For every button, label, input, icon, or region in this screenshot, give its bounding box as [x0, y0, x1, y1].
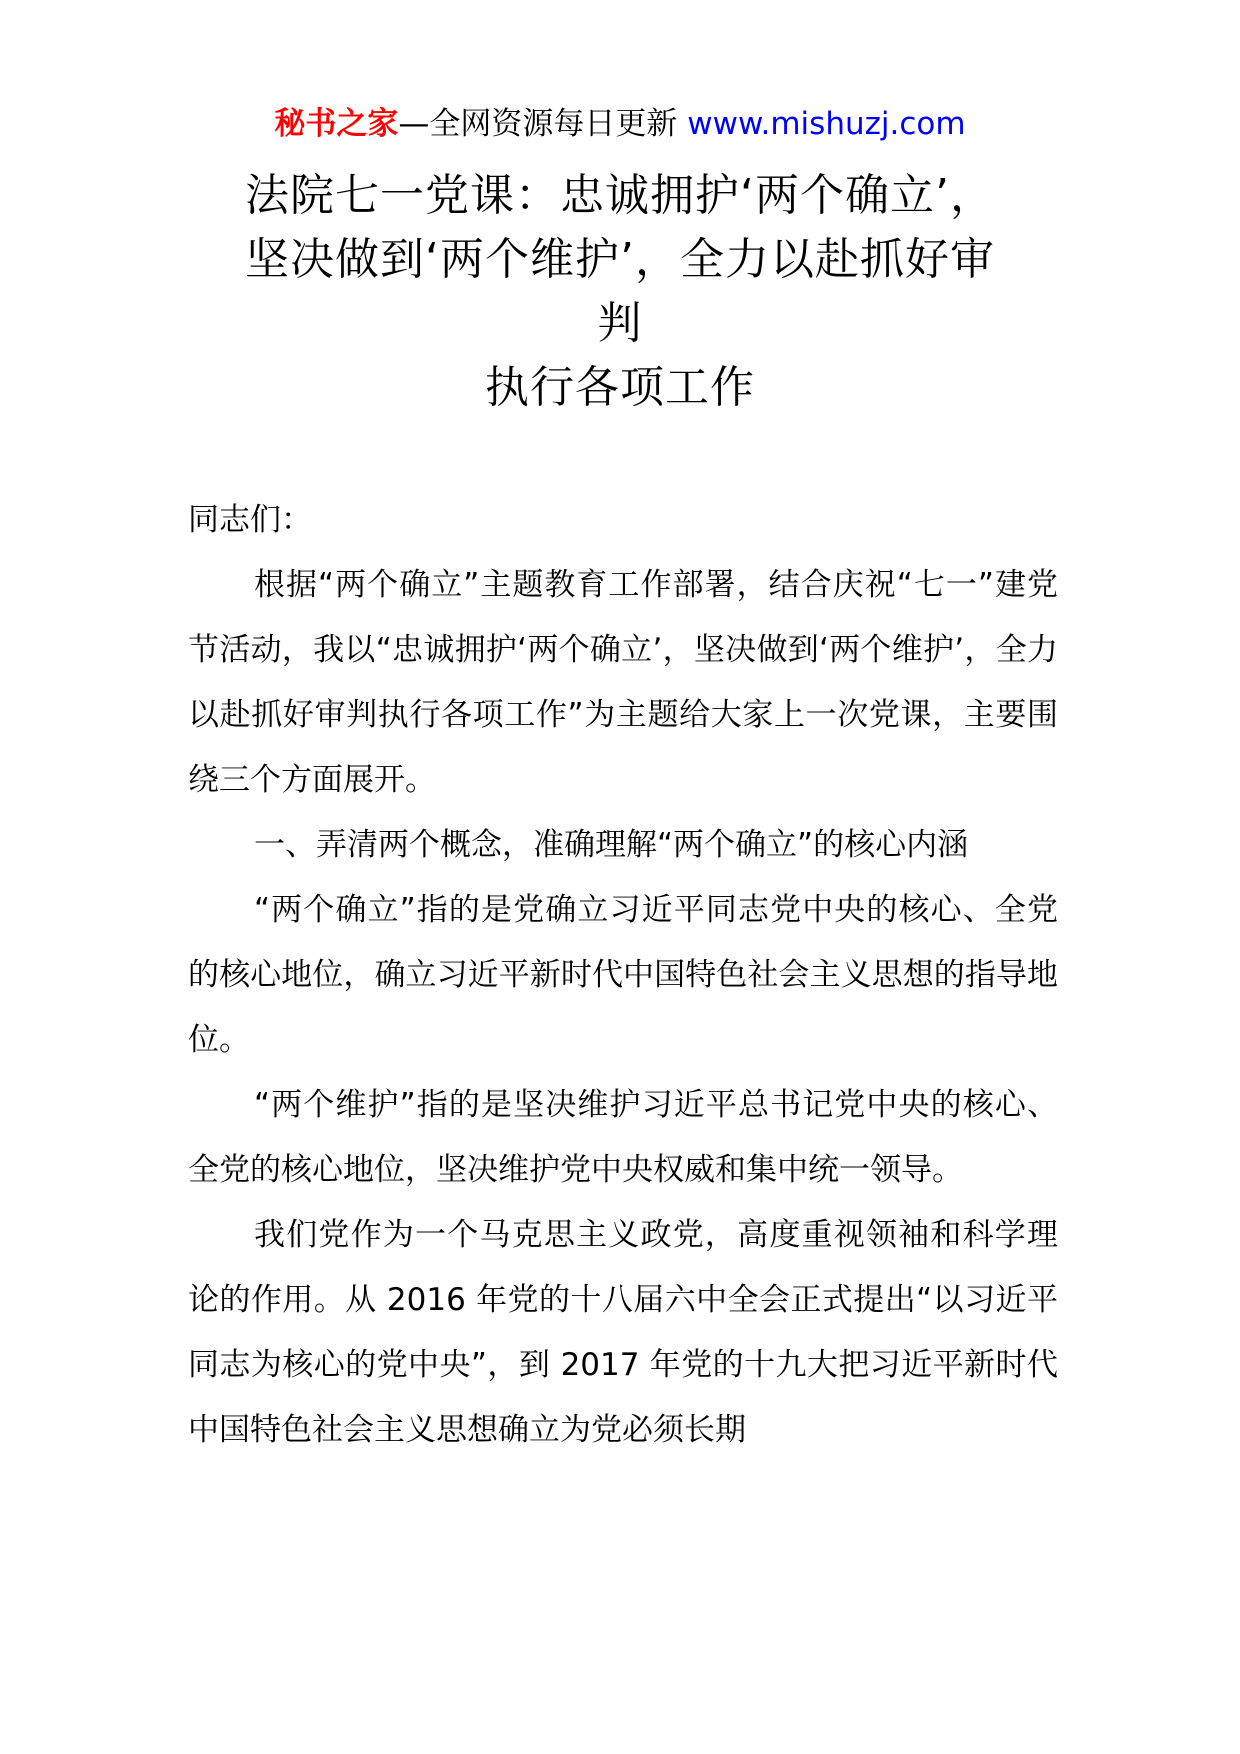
salutation: 同志们：: [188, 502, 312, 538]
site-link[interactable]: www.mishuzj.com: [687, 106, 966, 142]
paragraph-two-safeguards: “两个维护”指的是坚决维护习近平总书记党中央的核心、全党的核心地位，坚决维护党中央权威和集中统一领导。: [188, 1087, 1058, 1188]
document-body: [188, 488, 1058, 1463]
title-line-1: 法院七一党课：忠诚拥护‘两个确立’，: [245, 170, 995, 221]
paragraph-party-theory: 我们党作为一个马克思主义政党，高度重视领袖和科学理论的作用。从 2016 年党的十八届六中全会正式提出“以习近平同志为核心的党中央”，到 2017 年党的十九大把习近平新时代中国特色社会主义思想确立为党必须长期: [188, 1217, 1058, 1448]
title-line-3: 判: [597, 298, 643, 349]
brand-name: 秘书之家: [274, 106, 399, 142]
paragraph-two-establishments: “两个确立”指的是党确立习近平同志党中央的核心、全党的核心地位，确立习近平新时代中国特色社会主义思想的指导地位。: [188, 892, 1058, 1058]
section-heading-1: 一、弄清两个概念，准确理解“两个确立”的核心内涵: [254, 827, 969, 863]
title-line-2: 坚决做到‘两个维护’，全力以赴抓好审: [245, 234, 995, 285]
title-line-4: 执行各项工作: [485, 362, 755, 413]
header-tagline: —全网资源每日更新: [398, 106, 688, 142]
paragraph-intro: 根据“两个确立”主题教育工作部署，结合庆祝“七一”建党节活动，我以“忠诚拥护‘两个确立’，坚决做到‘两个维护’，全力以赴抓好审判执行各项工作”为主题给大家上一次党课，主要围绕三个方面展开。: [188, 567, 1058, 798]
site-header: [0, 102, 1240, 146]
document-title: [190, 164, 1050, 420]
